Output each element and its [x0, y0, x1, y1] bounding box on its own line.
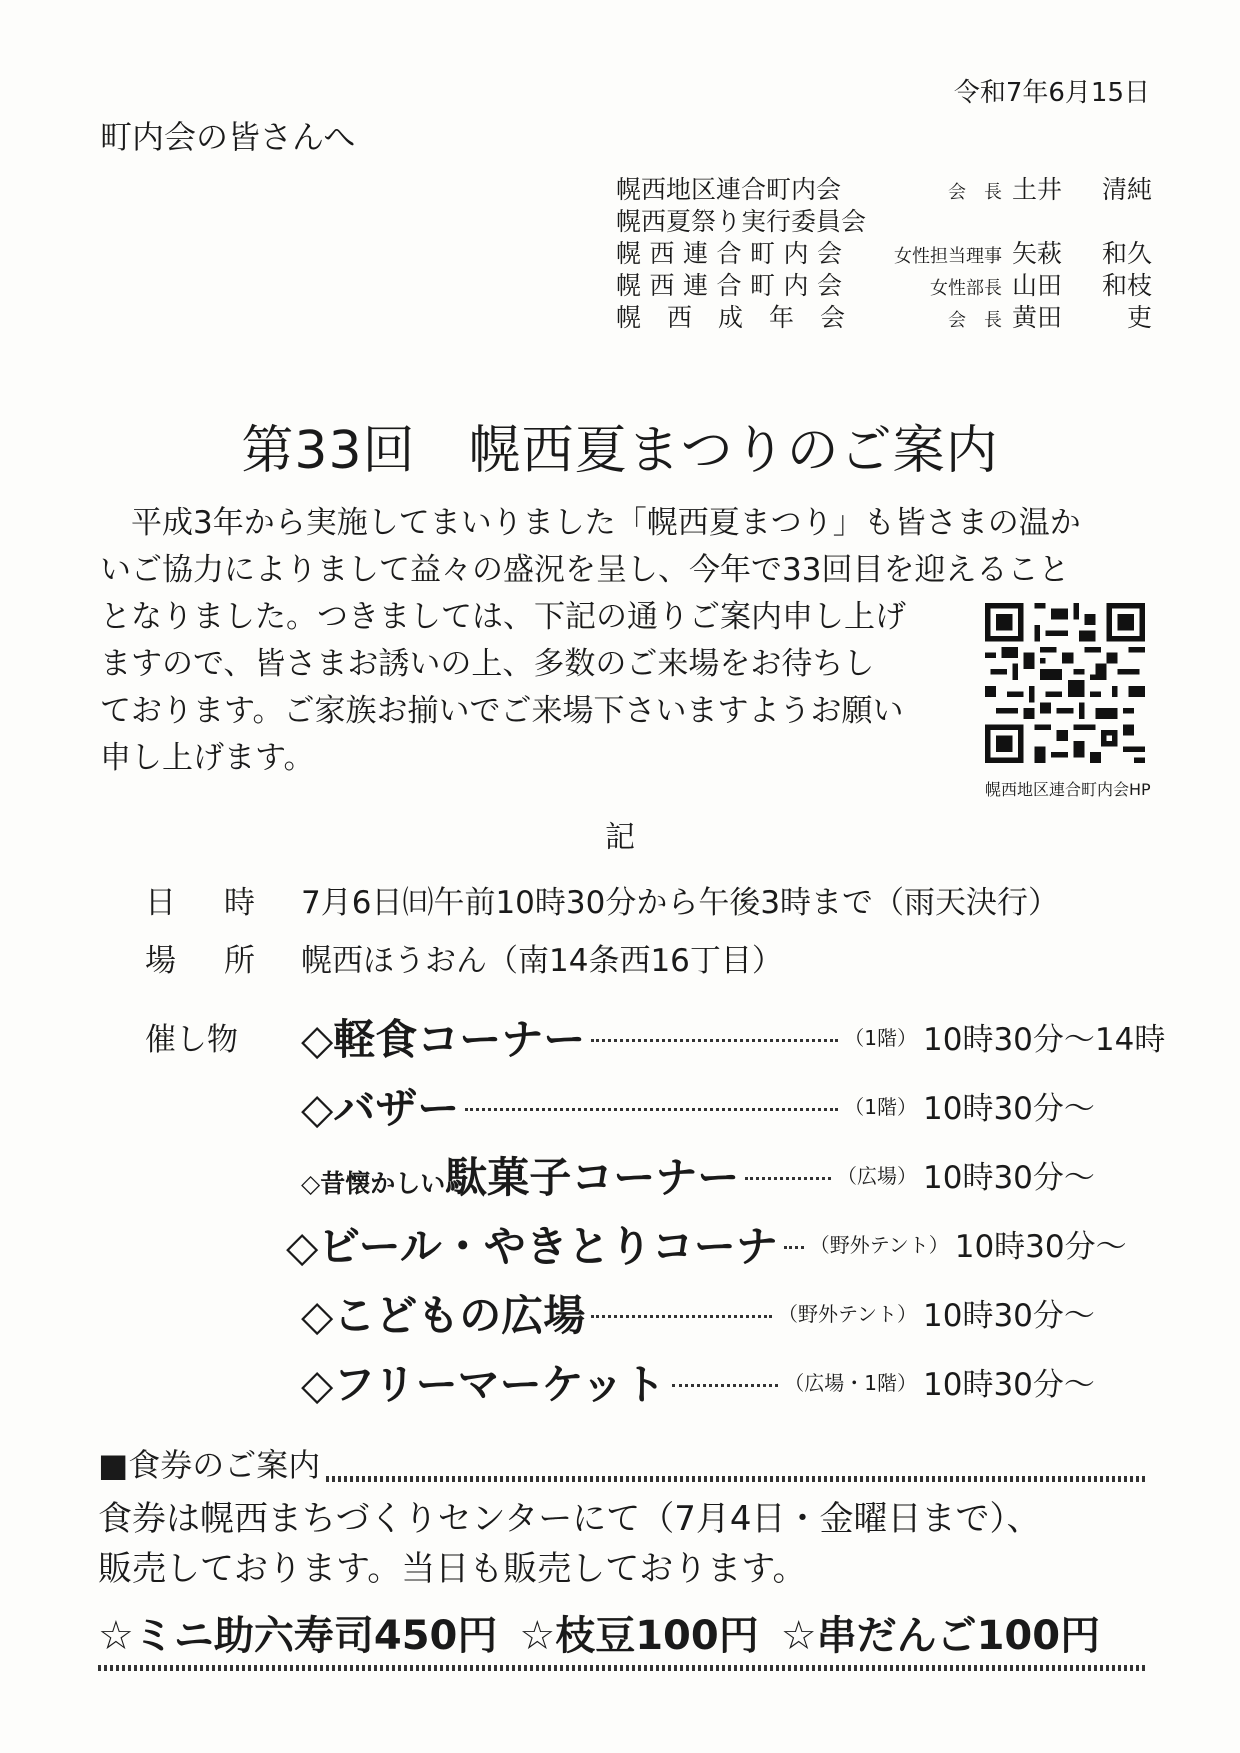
sender-role: 会 長 [948, 182, 1002, 203]
qr-code-icon[interactable] [985, 603, 1145, 763]
sender-given-name: 和久 [1101, 239, 1152, 268]
leader-dots [784, 1246, 804, 1249]
sender-given-name: 吏 [1126, 303, 1152, 332]
event-location: （広場・1階） [784, 1371, 917, 1395]
issue-date: 令和7年6月15日 [953, 78, 1150, 108]
list-item [145, 1140, 1155, 1209]
ticket-line: 販売しております。当日も販売しております。 [98, 1549, 807, 1589]
sender-name [1012, 266, 1152, 302]
sender-row [616, 202, 1152, 234]
intro-line: ております。ご家族お揃いでご来場下さいますようお願い [100, 693, 904, 729]
page-title: 第33回 幌西夏まつりのご案内 [241, 421, 999, 481]
event-main-name: 駄菓子コーナー [445, 1152, 740, 1202]
sender-role: 会 長 [948, 310, 1002, 331]
sender-org: 幌西成年会 [616, 303, 872, 332]
list-item [145, 1347, 1155, 1416]
events-list [145, 1002, 1166, 1416]
ticket-heading-row [98, 1440, 1148, 1486]
label-char: 時 [224, 884, 255, 921]
sender-surname: 矢萩 [1012, 239, 1063, 268]
event-name: ◇軽食コーナー [301, 1014, 586, 1064]
label-char: 所 [224, 942, 255, 979]
leader-dots [591, 1315, 772, 1318]
sender-list [616, 170, 1152, 330]
place-label [145, 935, 255, 980]
list-item [145, 1071, 1155, 1140]
sender-row [616, 298, 1152, 330]
sender-row [616, 234, 1152, 266]
intro-line: 平成3年から実施してまいりました「幌西夏まつり」も皆さまの温か [131, 505, 1081, 541]
sender-row [616, 266, 1152, 298]
event-location: （1階） [844, 1026, 917, 1050]
qr-caption: 幌西地区連合町内会HP [985, 780, 1151, 799]
events-label: 催し物 [145, 1022, 238, 1058]
sender-name [1012, 234, 1152, 270]
leader-dots [591, 1039, 838, 1042]
sender-org: 幌西連合町内会 [616, 271, 851, 300]
event-name: ◇こどもの広場 [301, 1290, 586, 1340]
ticket-heading: ■食券のご案内 [98, 1446, 321, 1484]
menu-item: ☆串だんご100円 [780, 1613, 1101, 1659]
label-char: 日 [145, 884, 176, 921]
event-name: ◇フリーマーケット [301, 1359, 666, 1409]
ticket-section [98, 1440, 1148, 1661]
place-row [145, 928, 1155, 986]
event-location: （野外テント） [778, 1302, 917, 1326]
sender-name [1012, 170, 1152, 206]
sender-org: 幌西連合町内会 [616, 239, 851, 268]
menu-item: ☆ミニ助六寿司450円 [98, 1613, 498, 1659]
divider [326, 1476, 1148, 1482]
food-menu [98, 1604, 1148, 1661]
leader-dots [465, 1108, 838, 1111]
list-item [145, 1002, 1166, 1071]
intro-line: 申し上げます。 [100, 740, 315, 776]
event-location: （野外テント） [809, 1233, 949, 1257]
menu-item: ☆枝豆100円 [519, 1613, 759, 1659]
sender-surname: 黄田 [1012, 303, 1063, 332]
leader-dots [745, 1177, 831, 1180]
label-char: 場 [145, 942, 176, 979]
sender-surname: 土井 [1012, 175, 1063, 204]
event-prefix: ◇昔懐かしい [301, 1168, 446, 1198]
ki-heading: 記 [605, 820, 635, 855]
event-time: 10時30分～ [923, 1091, 1095, 1127]
event-location: （広場） [837, 1164, 917, 1188]
datetime-row [145, 870, 1155, 928]
list-item [145, 1278, 1155, 1347]
divider [98, 1665, 1148, 1671]
event-time: 10時30分～14時 [923, 1022, 1166, 1058]
sender-given-name: 清純 [1101, 175, 1152, 204]
event-name: ◇ビール・やきとりコーナ [285, 1221, 778, 1271]
event-time: 10時30分～ [923, 1367, 1095, 1403]
event-location: （1階） [844, 1095, 917, 1119]
event-time: 10時30分～ [923, 1298, 1095, 1334]
event-name [301, 1145, 739, 1205]
leader-dots [672, 1384, 779, 1387]
sender-surname: 山田 [1012, 271, 1063, 300]
intro-line: となりました。つきましては、下記の通りご案内申し上げ [100, 599, 906, 635]
ticket-line: 食券は幌西まちづくりセンターにて（7月4日・金曜日まで）、 [98, 1499, 1041, 1539]
addressee: 町内会の皆さんへ [100, 118, 356, 156]
event-details [145, 870, 1155, 986]
place-value: 幌西ほうおん（南14条西16丁目） [301, 942, 783, 979]
qr-block [985, 603, 1155, 800]
sender-role: 女性部長 [930, 278, 1002, 299]
list-item [145, 1209, 1155, 1278]
event-time: 10時30分～ [954, 1229, 1127, 1265]
sender-org: 幌西夏祭り実行委員会 [616, 207, 867, 236]
sender-row [616, 170, 1152, 202]
sender-role: 女性担当理事 [894, 246, 1002, 267]
sender-name [1012, 298, 1152, 334]
ticket-body [98, 1494, 1148, 1594]
event-name: ◇バザー [301, 1083, 460, 1133]
intro-line: ますので、皆さまお誘いの上、多数のご来場をお待ちし [100, 646, 875, 682]
sender-given-name: 和枝 [1101, 271, 1152, 300]
event-time: 10時30分～ [923, 1160, 1095, 1196]
datetime-label [145, 877, 255, 922]
intro-line: いご協力によりまして益々の盛況を呈し、今年で33回目を迎えること [100, 552, 1070, 588]
sender-org: 幌西地区連合町内会 [616, 175, 842, 204]
datetime-value: 7月6日㈰午前10時30分から午後3時まで（雨天決行） [301, 884, 1060, 921]
